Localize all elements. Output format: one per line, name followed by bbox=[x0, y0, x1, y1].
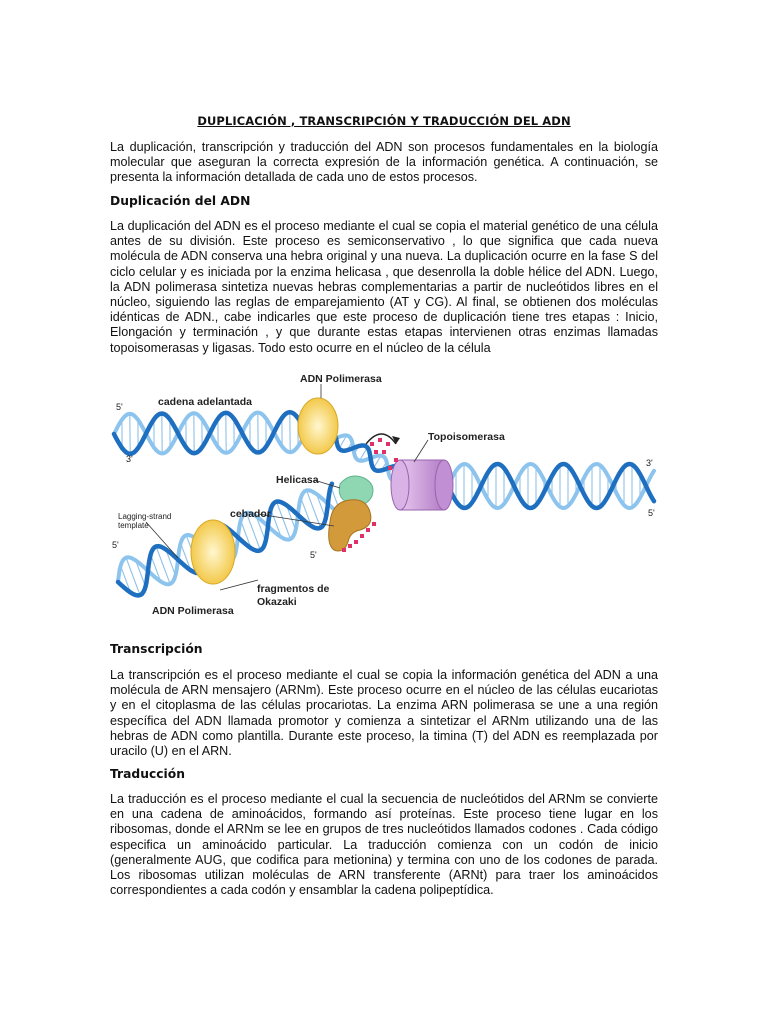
document-title: DUPLICACIÓN , TRANSCRIPCIÓN Y TRADUCCIÓN DEL ADN bbox=[197, 114, 571, 128]
heading-traduccion: Traducción bbox=[110, 767, 185, 781]
label-5-prime-bottom-left: 5' bbox=[112, 540, 119, 550]
label-5-prime-right: 5' bbox=[648, 508, 655, 518]
helix-parental bbox=[448, 464, 654, 508]
label-fragmentos-line1: fragmentos de bbox=[257, 583, 330, 595]
label-5-prime-primer: 5' bbox=[310, 550, 317, 560]
nucleotide-dot bbox=[386, 442, 390, 446]
nucleotide-dot bbox=[378, 438, 382, 442]
label-helicasa: Helicasa bbox=[276, 474, 319, 486]
paragraph-transcripcion: La transcripción es el proceso mediante el cual se copia la información genética del ADN a una molécula de ARN mensajero (ARNm). Este proceso ocurre en el núcleo de las células eucariotas y en el citoplasma de las células procariotas. La enzima ARN polimerasa se une a una región específica del ADN llamada promotor y comienza a sintetizar el ARNm utilizando una de las hebras de ADN como plantilla. Durante este proceso, la timina (T) del ADN es reemplazada por uracilo (U) en el ARN. bbox=[110, 668, 658, 759]
heading-transcripcion: Transcripción bbox=[110, 642, 203, 656]
paragraph-duplicacion: La duplicación del ADN es el proceso mediante el cual se copia el material genético de una célula antes de su división. Este proceso es semiconservativo , lo que significa que cada nueva molécula de ADN conserva una hebra original y una nueva. La duplicación ocurre en la fase S del ciclo celular y es iniciada por la enzima helicasa , que desenrolla la doble hélice del ADN. Luego, la ADN polimerasa sintetiza nuevas hebras complementarias a partir de nucleótidos libres en el núcleo, siguiendo las reglas de emparejamiento (AT y CG). Al final, se obtienen dos moléculas idénticas de ADN., cabe indicarles que este proceso de duplicación tiene tres etapas : Inicio, Elongación y terminación , y que durante estas etapas intervienen otras enzimas llamadas topoisomerasas y ligasas. Todo esto ocurre en el núcleo de la célula bbox=[110, 219, 658, 355]
nucleotide-dot bbox=[372, 522, 376, 526]
label-cadena-adelantada: cadena adelantada bbox=[158, 396, 252, 408]
label-3-prime-top-left: 3' bbox=[126, 454, 133, 464]
helix-leading bbox=[114, 412, 308, 454]
label-lagging-line1: Lagging-strand bbox=[118, 512, 172, 521]
label-fragmentos-line2: Okazaki bbox=[257, 596, 297, 608]
nucleotide-dot bbox=[370, 442, 374, 446]
label-adn-polimerasa-top: ADN Polimerasa bbox=[300, 373, 382, 385]
nucleotide-dot bbox=[342, 548, 346, 552]
heading-duplicacion: Duplicación del ADN bbox=[110, 194, 251, 208]
polymerase-top-shape bbox=[298, 398, 338, 454]
label-5-prime-top-left: 5' bbox=[116, 402, 123, 412]
nucleotide-dot bbox=[360, 534, 364, 538]
nucleotide-dot bbox=[354, 540, 358, 544]
nucleotide-dot bbox=[366, 528, 370, 532]
label-topoisomerasa: Topoisomerasa bbox=[428, 431, 505, 443]
label-lagging-line2: template bbox=[118, 521, 149, 530]
topoisomerase-shape bbox=[391, 460, 453, 510]
intro-paragraph: La duplicación, transcripción y traducción del ADN son procesos fundamentales en la biología molecular que aseguran la correcta expresión de la información genética. A continuación, se presenta la información detallada de cada uno de estos procesos. bbox=[110, 140, 658, 185]
polymerase-bottom-shape bbox=[191, 520, 235, 584]
primase-shape bbox=[329, 500, 371, 551]
nucleotide-dot bbox=[394, 458, 398, 462]
label-3-prime-right: 3' bbox=[646, 458, 653, 468]
dna-replication-figure bbox=[108, 362, 660, 624]
paragraph-traduccion: La traducción es el proceso mediante el cual la secuencia de nucleótidos del ARNm se convierte en una cadena de aminoácidos, formando así proteínas. Este proceso tiene lugar en los ribosomas, donde el ARNm se lee en grupos de tres nucleótidos llamados codones . Cada código especifica un aminoácido particular. La traducción comienza con un codón de inicio (generalmente AUG, que codifica para metionina) y termina con uno de los codones de parada. Los ribosomas utilizan moléculas de ARN transferente (ARNt) para traer los aminoácidos correspondientes a cada codón y ensamblar la cadena polipeptídica. bbox=[110, 792, 658, 898]
nucleotide-dot bbox=[374, 450, 378, 454]
label-adn-polimerasa-bottom: ADN Polimerasa bbox=[152, 605, 234, 617]
nucleotide-dot bbox=[348, 544, 352, 548]
replication-diagram bbox=[108, 362, 660, 624]
nucleotide-dot bbox=[388, 466, 392, 470]
label-cebador: cebador bbox=[230, 508, 271, 520]
nucleotide-dot bbox=[382, 450, 386, 454]
